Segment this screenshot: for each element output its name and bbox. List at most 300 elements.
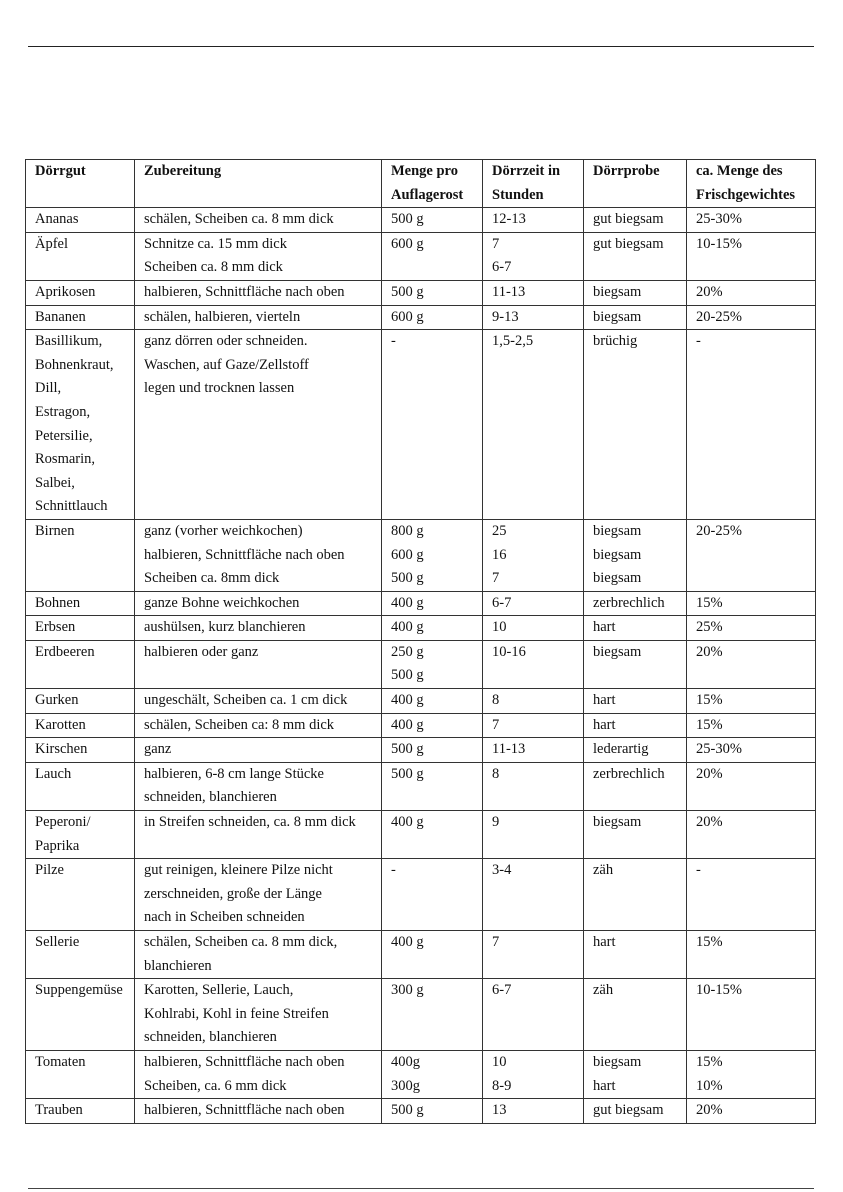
cell-line: ganze Bohne weichkochen xyxy=(144,594,300,611)
cell-col-doerrzeit xyxy=(483,280,584,305)
cell-col-doerrzeit xyxy=(483,640,584,688)
cell-line: Trauben xyxy=(35,1102,83,1119)
cell-col-doerrgut xyxy=(26,931,135,979)
cell-line: biegsam xyxy=(593,308,642,325)
cell-line: 800 g xyxy=(391,522,424,539)
cell-col-menge xyxy=(382,519,483,591)
cell-line: 10 xyxy=(492,619,507,636)
cell-col-doerrprobe xyxy=(584,591,687,616)
cell-col-menge xyxy=(382,1099,483,1124)
cell-col-doerrprobe xyxy=(584,1050,687,1098)
cell-col-doerrgut xyxy=(26,232,135,280)
cell-line: Lauch xyxy=(35,765,72,782)
cell-line: Stunden xyxy=(492,186,544,203)
cell-col-frischgewicht xyxy=(687,616,816,641)
cell-col-frischgewicht xyxy=(687,208,816,233)
cell-col-doerrzeit xyxy=(483,1050,584,1098)
cell-col-menge xyxy=(382,931,483,979)
cell-col-doerrprobe xyxy=(584,640,687,688)
cell-col-frischgewicht xyxy=(687,232,816,280)
cell-col-doerrgut xyxy=(26,208,135,233)
cell-col-menge xyxy=(382,330,483,520)
cell-line: Erdbeeren xyxy=(35,643,95,660)
cell-line: biegsam xyxy=(593,570,642,587)
cell-line: 400 g xyxy=(391,619,424,636)
cell-line: gut biegsam xyxy=(593,235,664,252)
table-row xyxy=(26,208,816,233)
cell-line: 300g xyxy=(391,1077,420,1094)
cell-col-doerrgut xyxy=(26,640,135,688)
cell-line: 20% xyxy=(696,643,723,660)
cell-col-menge xyxy=(382,762,483,810)
cell-line: 400 g xyxy=(391,934,424,950)
cell-col-menge xyxy=(382,305,483,330)
table-row xyxy=(26,305,816,330)
cell-line: 9 xyxy=(492,814,500,831)
cell-line: Äpfel xyxy=(35,235,69,252)
header-rule xyxy=(28,46,814,47)
cell-col-doerrprobe xyxy=(584,1099,687,1124)
cell-line: Scheiben, ca. 6 mm dick xyxy=(144,1077,287,1094)
cell-line: Estragon, xyxy=(35,403,91,420)
cell-line: 500 g xyxy=(391,211,424,228)
cell-line: 20% xyxy=(696,765,723,782)
cell-line: 400 g xyxy=(391,814,424,831)
cell-col-doerrgut xyxy=(26,616,135,641)
cell-line: biegsam xyxy=(593,522,642,539)
cell-col-doerrzeit xyxy=(483,811,584,859)
cell-col-frischgewicht xyxy=(687,689,816,714)
cell-line: Petersilie, xyxy=(35,427,93,444)
drying-table xyxy=(25,159,816,1124)
cell-col-doerrgut xyxy=(26,762,135,810)
cell-col-frischgewicht xyxy=(687,811,816,859)
cell-col-doerrzeit xyxy=(483,738,584,763)
header-col-doerrzeit xyxy=(483,160,584,208)
cell-line: Schnitze ca. 15 mm dick xyxy=(144,235,287,252)
cell-line: 7 xyxy=(492,570,500,587)
cell-col-zubereitung xyxy=(135,330,382,520)
cell-col-menge xyxy=(382,232,483,280)
cell-col-doerrprobe xyxy=(584,519,687,591)
cell-line: 300 g xyxy=(391,982,424,999)
cell-col-doerrzeit xyxy=(483,208,584,233)
cell-line: 25% xyxy=(696,619,723,636)
cell-line: brüchig xyxy=(593,333,638,350)
table-row xyxy=(26,280,816,305)
cell-col-doerrzeit xyxy=(483,859,584,931)
cell-line: Basillikum, xyxy=(35,333,103,350)
table-row xyxy=(26,713,816,738)
table-body xyxy=(26,208,816,1124)
cell-line: biegsam xyxy=(593,283,642,300)
cell-line: schälen, Scheiben ca. 8 mm dick xyxy=(144,211,334,228)
cell-line: 15% xyxy=(696,1053,723,1070)
cell-col-zubereitung xyxy=(135,689,382,714)
table-row xyxy=(26,931,816,979)
cell-line: 600 g xyxy=(391,546,424,563)
cell-line: Bohnenkraut, xyxy=(35,356,114,373)
table-row xyxy=(26,859,816,931)
cell-col-doerrzeit xyxy=(483,762,584,810)
table-row xyxy=(26,519,816,591)
cell-col-zubereitung xyxy=(135,640,382,688)
cell-line: 6-7 xyxy=(492,259,512,276)
cell-col-menge xyxy=(382,640,483,688)
cell-line: 20% xyxy=(696,283,723,300)
table-row xyxy=(26,979,816,1051)
cell-line: 25-30% xyxy=(696,741,742,758)
cell-line: 10-15% xyxy=(696,235,742,252)
cell-col-frischgewicht xyxy=(687,979,816,1051)
cell-line: 600 g xyxy=(391,235,424,252)
cell-col-zubereitung xyxy=(135,208,382,233)
cell-line: 400g xyxy=(391,1053,420,1070)
cell-line: - xyxy=(391,862,396,879)
cell-line: - xyxy=(696,333,701,350)
cell-line: Auflagerost xyxy=(391,186,464,203)
cell-line: halbieren, Schnittfläche nach oben xyxy=(144,283,345,300)
cell-line: 7 xyxy=(492,934,500,950)
cell-col-menge xyxy=(382,591,483,616)
table-row xyxy=(26,330,816,520)
cell-line: ganz dörren oder schneiden. xyxy=(144,333,308,350)
cell-line: 3-4 xyxy=(492,862,512,879)
cell-line: Sellerie xyxy=(35,934,80,950)
cell-line: 500 g xyxy=(391,1102,424,1119)
cell-col-doerrprobe xyxy=(584,208,687,233)
cell-col-doerrzeit xyxy=(483,1099,584,1124)
cell-col-doerrprobe xyxy=(584,713,687,738)
cell-line: Kirschen xyxy=(35,741,88,758)
cell-line: Zubereitung xyxy=(144,163,222,179)
cell-col-doerrprobe xyxy=(584,738,687,763)
cell-col-frischgewicht xyxy=(687,519,816,591)
cell-line: Menge pro xyxy=(391,163,458,179)
cell-col-doerrgut xyxy=(26,979,135,1051)
cell-col-doerrgut xyxy=(26,330,135,520)
cell-line: 13 xyxy=(492,1102,507,1119)
cell-col-doerrzeit xyxy=(483,979,584,1051)
cell-col-doerrzeit xyxy=(483,330,584,520)
cell-line: halbieren oder ganz xyxy=(144,643,259,660)
cell-line: 600 g xyxy=(391,308,424,325)
header-col-menge xyxy=(382,160,483,208)
cell-line: Suppengemüse xyxy=(35,982,123,999)
cell-col-zubereitung xyxy=(135,762,382,810)
cell-col-doerrprobe xyxy=(584,616,687,641)
cell-col-zubereitung xyxy=(135,811,382,859)
table-header-row xyxy=(26,160,816,208)
cell-line: - xyxy=(696,862,701,879)
cell-line: gut biegsam xyxy=(593,211,664,228)
cell-line: 20-25% xyxy=(696,522,742,539)
cell-line: Peperoni/ xyxy=(35,814,91,831)
cell-col-frischgewicht xyxy=(687,1050,816,1098)
cell-col-frischgewicht xyxy=(687,859,816,931)
table-row xyxy=(26,591,816,616)
cell-col-zubereitung xyxy=(135,280,382,305)
cell-line: 15% xyxy=(696,934,723,950)
table-row xyxy=(26,1050,816,1098)
cell-col-doerrzeit xyxy=(483,519,584,591)
cell-line: lederartig xyxy=(593,741,649,758)
cell-line: 10-15% xyxy=(696,982,742,999)
cell-line: 20% xyxy=(696,814,723,831)
cell-line: gut biegsam xyxy=(593,1102,664,1119)
cell-col-doerrgut xyxy=(26,591,135,616)
cell-line: 15% xyxy=(696,594,723,611)
cell-line: 25 xyxy=(492,522,507,539)
cell-col-doerrprobe xyxy=(584,859,687,931)
cell-col-doerrgut xyxy=(26,1099,135,1124)
cell-col-zubereitung xyxy=(135,591,382,616)
cell-col-frischgewicht xyxy=(687,738,816,763)
cell-line: 15% xyxy=(696,692,723,709)
cell-col-zubereitung xyxy=(135,616,382,641)
cell-col-frischgewicht xyxy=(687,931,816,979)
cell-col-doerrprobe xyxy=(584,689,687,714)
cell-col-doerrgut xyxy=(26,519,135,591)
cell-col-frischgewicht xyxy=(687,305,816,330)
cell-col-frischgewicht xyxy=(687,330,816,520)
cell-col-doerrprobe xyxy=(584,931,687,979)
cell-line: 16 xyxy=(492,546,507,563)
cell-line: ca. Menge des xyxy=(696,163,783,179)
cell-line: Schnittlauch xyxy=(35,498,108,515)
cell-line: schneiden, blanchieren xyxy=(144,789,277,806)
cell-line: blanchieren xyxy=(144,957,212,974)
cell-col-doerrgut xyxy=(26,811,135,859)
cell-line: Tomaten xyxy=(35,1053,86,1070)
cell-col-zubereitung xyxy=(135,738,382,763)
cell-line: Ananas xyxy=(35,211,79,228)
table-row xyxy=(26,689,816,714)
cell-line: schälen, Scheiben ca: 8 mm dick xyxy=(144,716,335,733)
cell-line: 500 g xyxy=(391,741,424,758)
cell-line: 10 xyxy=(492,1053,507,1070)
cell-col-doerrprobe xyxy=(584,979,687,1051)
cell-col-menge xyxy=(382,280,483,305)
cell-line: ganz xyxy=(144,741,172,758)
cell-col-menge xyxy=(382,1050,483,1098)
cell-col-menge xyxy=(382,738,483,763)
cell-line: 11-13 xyxy=(492,283,526,300)
cell-line: Bohnen xyxy=(35,594,81,611)
cell-col-doerrprobe xyxy=(584,280,687,305)
cell-col-menge xyxy=(382,616,483,641)
cell-line: Dörrgut xyxy=(35,163,86,179)
cell-col-doerrprobe xyxy=(584,305,687,330)
cell-col-doerrgut xyxy=(26,305,135,330)
drying-table-container xyxy=(25,159,815,1124)
cell-line: biegsam xyxy=(593,643,642,660)
cell-line: zerbrechlich xyxy=(593,594,665,611)
cell-col-doerrprobe xyxy=(584,762,687,810)
cell-col-menge xyxy=(382,979,483,1051)
cell-line: Scheiben ca. 8mm dick xyxy=(144,570,280,587)
cell-line: 7 xyxy=(492,235,500,252)
cell-line: 500 g xyxy=(391,283,424,300)
cell-line: 7 xyxy=(492,716,500,733)
cell-line: schälen, Scheiben ca. 8 mm dick, xyxy=(144,934,338,950)
cell-col-doerrprobe xyxy=(584,232,687,280)
cell-col-zubereitung xyxy=(135,519,382,591)
cell-line: zerbrechlich xyxy=(593,765,665,782)
cell-line: Frischgewichtes xyxy=(696,186,796,203)
footer-rule xyxy=(28,1188,814,1189)
cell-line: - xyxy=(391,333,396,350)
cell-line: 500 g xyxy=(391,667,424,684)
header-col-zubereitung xyxy=(135,160,382,208)
cell-line: Scheiben ca. 8 mm dick xyxy=(144,259,283,276)
cell-col-frischgewicht xyxy=(687,762,816,810)
cell-line: 15% xyxy=(696,716,723,733)
cell-line: zäh xyxy=(593,982,614,999)
table-row xyxy=(26,811,816,859)
cell-line: Aprikosen xyxy=(35,283,96,300)
cell-col-menge xyxy=(382,859,483,931)
header-col-doerrprobe xyxy=(584,160,687,208)
table-row xyxy=(26,616,816,641)
cell-line: Waschen, auf Gaze/Zellstoff xyxy=(144,356,309,373)
cell-col-zubereitung xyxy=(135,1099,382,1124)
cell-col-doerrgut xyxy=(26,280,135,305)
cell-line: Kohlrabi, Kohl in feine Streifen xyxy=(144,1005,329,1022)
cell-col-frischgewicht xyxy=(687,1099,816,1124)
cell-line: 8 xyxy=(492,692,500,709)
cell-line: 400 g xyxy=(391,716,424,733)
cell-col-zubereitung xyxy=(135,305,382,330)
cell-line: 12-13 xyxy=(492,211,526,228)
cell-line: 10% xyxy=(696,1077,723,1094)
cell-col-frischgewicht xyxy=(687,640,816,688)
cell-col-frischgewicht xyxy=(687,713,816,738)
cell-line: 8 xyxy=(492,765,500,782)
cell-col-doerrzeit xyxy=(483,232,584,280)
cell-line: 25-30% xyxy=(696,211,742,228)
cell-line: hart xyxy=(593,934,616,950)
cell-col-doerrgut xyxy=(26,859,135,931)
cell-col-frischgewicht xyxy=(687,280,816,305)
cell-line: 9-13 xyxy=(492,308,519,325)
cell-line: 8-9 xyxy=(492,1077,512,1094)
table-row xyxy=(26,640,816,688)
cell-line: legen und trocknen lassen xyxy=(144,380,295,397)
cell-col-doerrzeit xyxy=(483,931,584,979)
cell-col-zubereitung xyxy=(135,232,382,280)
cell-col-doerrgut xyxy=(26,738,135,763)
cell-line: biegsam xyxy=(593,814,642,831)
cell-line: 400 g xyxy=(391,692,424,709)
cell-line: hart xyxy=(593,619,616,636)
cell-line: halbieren, 6-8 cm lange Stücke xyxy=(144,765,324,782)
cell-line: Bananen xyxy=(35,308,86,325)
cell-line: 250 g xyxy=(391,643,424,660)
cell-col-doerrgut xyxy=(26,689,135,714)
cell-line: 10-16 xyxy=(492,643,526,660)
cell-line: nach in Scheiben schneiden xyxy=(144,909,305,926)
cell-col-doerrzeit xyxy=(483,689,584,714)
cell-line: ganz (vorher weichkochen) xyxy=(144,522,303,539)
cell-col-zubereitung xyxy=(135,979,382,1051)
cell-line: zerschneiden, große der Länge xyxy=(144,885,322,902)
cell-line: halbieren, Schnittfläche nach oben xyxy=(144,1053,345,1070)
cell-line: Pilze xyxy=(35,862,64,879)
cell-line: 6-7 xyxy=(492,982,512,999)
cell-line: aushülsen, kurz blanchieren xyxy=(144,619,306,636)
cell-line: zäh xyxy=(593,862,614,879)
cell-line: schälen, halbieren, vierteln xyxy=(144,308,301,325)
cell-col-zubereitung xyxy=(135,713,382,738)
cell-col-menge xyxy=(382,713,483,738)
cell-line: 500 g xyxy=(391,570,424,587)
cell-line: Rosmarin, xyxy=(35,451,96,468)
cell-col-menge xyxy=(382,208,483,233)
cell-col-doerrprobe xyxy=(584,811,687,859)
cell-line: hart xyxy=(593,692,616,709)
cell-line: in Streifen schneiden, ca. 8 mm dick xyxy=(144,814,356,831)
cell-col-menge xyxy=(382,689,483,714)
cell-line: Karotten xyxy=(35,716,86,733)
cell-line: Gurken xyxy=(35,692,79,709)
cell-line: 500 g xyxy=(391,765,424,782)
cell-line: halbieren, Schnittfläche nach oben xyxy=(144,546,345,563)
cell-line: hart xyxy=(593,716,616,733)
cell-col-zubereitung xyxy=(135,859,382,931)
cell-line: Birnen xyxy=(35,522,75,539)
cell-line: halbieren, Schnittfläche nach oben xyxy=(144,1102,345,1119)
header-col-doerrgut xyxy=(26,160,135,208)
cell-line: gut reinigen, kleinere Pilze nicht xyxy=(144,862,333,879)
cell-line: 20% xyxy=(696,1102,723,1119)
cell-line: 1,5-2,5 xyxy=(492,333,534,350)
cell-line: Erbsen xyxy=(35,619,76,636)
cell-line: biegsam xyxy=(593,546,642,563)
header-col-frischgewicht xyxy=(687,160,816,208)
cell-col-doerrzeit xyxy=(483,616,584,641)
cell-col-doerrgut xyxy=(26,713,135,738)
cell-line: Dörrprobe xyxy=(593,163,660,179)
cell-line: hart xyxy=(593,1077,616,1094)
cell-col-menge xyxy=(382,811,483,859)
cell-col-frischgewicht xyxy=(687,591,816,616)
cell-line: 6-7 xyxy=(492,594,512,611)
cell-line: biegsam xyxy=(593,1053,642,1070)
cell-line: schneiden, blanchieren xyxy=(144,1029,277,1046)
cell-line: Salbei, xyxy=(35,474,75,491)
cell-line: Dill, xyxy=(35,380,62,397)
cell-col-doerrgut xyxy=(26,1050,135,1098)
cell-line: Karotten, Sellerie, Lauch, xyxy=(144,982,294,999)
table-row xyxy=(26,738,816,763)
cell-col-doerrprobe xyxy=(584,330,687,520)
table-row xyxy=(26,762,816,810)
cell-line: Dörrzeit in xyxy=(492,163,561,179)
cell-col-zubereitung xyxy=(135,931,382,979)
cell-line: 20-25% xyxy=(696,308,742,325)
cell-line: Paprika xyxy=(35,837,80,854)
cell-line: ungeschält, Scheiben ca. 1 cm dick xyxy=(144,692,348,709)
cell-col-doerrzeit xyxy=(483,591,584,616)
cell-line: 400 g xyxy=(391,594,424,611)
table-row xyxy=(26,232,816,280)
cell-col-zubereitung xyxy=(135,1050,382,1098)
cell-col-doerrzeit xyxy=(483,713,584,738)
table-row xyxy=(26,1099,816,1124)
cell-col-doerrzeit xyxy=(483,305,584,330)
cell-line: 11-13 xyxy=(492,741,526,758)
